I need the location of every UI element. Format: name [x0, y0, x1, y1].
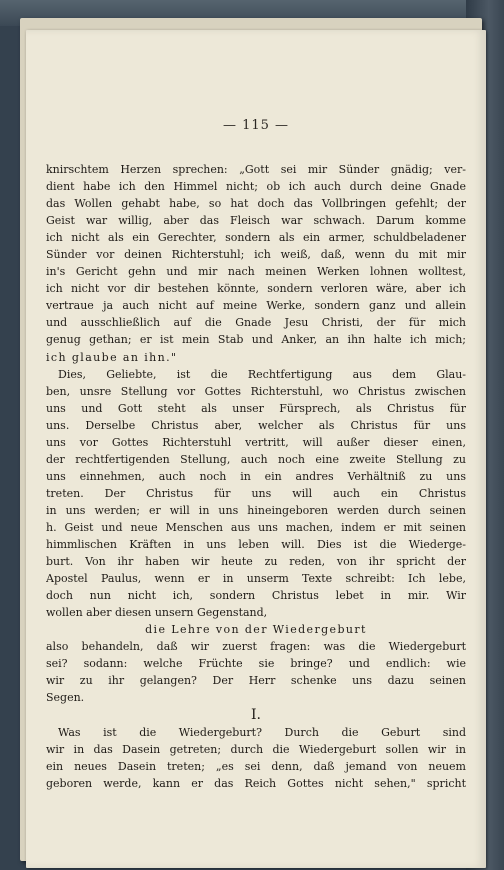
body-text	[46, 161, 466, 792]
text-line: h. Geist und neue Menschen aus uns machen, indem er mit seinen	[46, 520, 466, 534]
text-line: das Wollen gehabt habe, so hat doch das Vollbringen gefehlt; der	[46, 197, 466, 211]
text-line: genug gethan; er ist mein Stab und Anker, an ihn halte ich mich;	[46, 333, 466, 347]
text-line: Dies, Geliebte, ist die Rechtfertigung aus dem Glau-	[58, 367, 466, 381]
text-line: doch nun nicht ich, sondern Christus lebet in mir. Wir	[46, 589, 466, 603]
text-line: knirschtem Herzen sprechen: „Gott sei mir Sünder gnädig; ver-	[46, 163, 466, 176]
text-line: treten. Der Christus für uns will auch ein Christus	[46, 486, 466, 500]
text-line: wollen aber diesen unsern Gegenstand,	[46, 606, 268, 620]
text-line: uns einnehmen, auch noch in ein andres Verhältniß zu uns	[46, 469, 466, 483]
text-line: himmlischen Kräften in uns leben will. Dies ist die Wiederge-	[46, 538, 466, 552]
text-line: dient habe ich den Himmel nicht; ob ich auch durch deine Gnade	[46, 180, 466, 194]
text-line: also behandeln, daß wir zuerst fragen: was die Wiedergeburt	[46, 640, 466, 654]
text-line: ich nicht als ein Gerechter, sondern als ein armer, schuldbeladener	[46, 231, 466, 245]
section-title: die Lehre von der Wiedergeburt	[145, 623, 367, 637]
text-line: vertraue ja auch nicht auf meine Werke, sondern ganz und allein	[46, 299, 466, 313]
text-line: in's Gericht gehn und mir nach meinen Werken lohnen wolltest,	[46, 265, 466, 279]
book-page	[26, 30, 486, 868]
text-line: uns vor Gottes Richterstuhl vertritt, will außer dieser einen,	[46, 435, 466, 449]
text-line: in uns werden; er will in uns hineingeboren werden durch seinen	[46, 503, 466, 517]
text-line: Sünder vor deinen Richterstuhl; ich weiß, daß, wenn du mit mir	[46, 248, 466, 262]
text-line: wir zu ihr gelangen? Der Herr schenke uns dazu seinen	[46, 674, 466, 688]
text-line: sei? sodann: welche Früchte sie bringe? und endlich: wie	[46, 657, 466, 671]
text-line: ich nicht vor dir bestehen könnte, sondern verloren wäre, aber ich	[46, 282, 466, 296]
text-line: Segen.	[46, 691, 85, 705]
book-page-stack	[20, 18, 482, 861]
text-line: uns und Gott steht als unser Fürsprech, als Christus für	[46, 401, 466, 415]
text-line: uns. Derselbe Christus aber, welcher als Christus für uns	[46, 418, 466, 432]
text-line: ein neues Dasein treten; „es sei denn, daß jemand von neuem	[46, 759, 466, 773]
text-line: und ausschließlich auf die Gnade Jesu Christi, der für mich	[46, 316, 466, 330]
text-line: geboren werde, kann er das Reich Gottes nicht sehen," spricht	[46, 776, 466, 790]
page-number: — 115 —	[222, 118, 290, 133]
text-line: burt. Von ihr haben wir heute zu reden, von ihr spricht der	[46, 555, 466, 569]
text-line: Apostel Paulus, wenn er in unserm Texte schreibt: Ich lebe,	[46, 572, 466, 586]
text-line: wir in das Dasein getreten; durch die Wiedergeburt sollen wir in	[46, 742, 466, 756]
text-line: Was ist die Wiedergeburt? Durch die Geburt sind	[58, 725, 466, 739]
text-line: ich glaube an ihn."	[46, 350, 178, 364]
section-heading-roman: I.	[251, 706, 261, 723]
text-line: Geist war willig, aber das Fleisch war schwach. Darum komme	[46, 214, 466, 228]
text-line: der rechtfertigenden Stellung, auch noch eine zweite Stellung zu	[46, 452, 466, 466]
text-line: ben, unsre Stellung vor Gottes Richterstuhl, wo Christus zwischen	[46, 384, 466, 398]
